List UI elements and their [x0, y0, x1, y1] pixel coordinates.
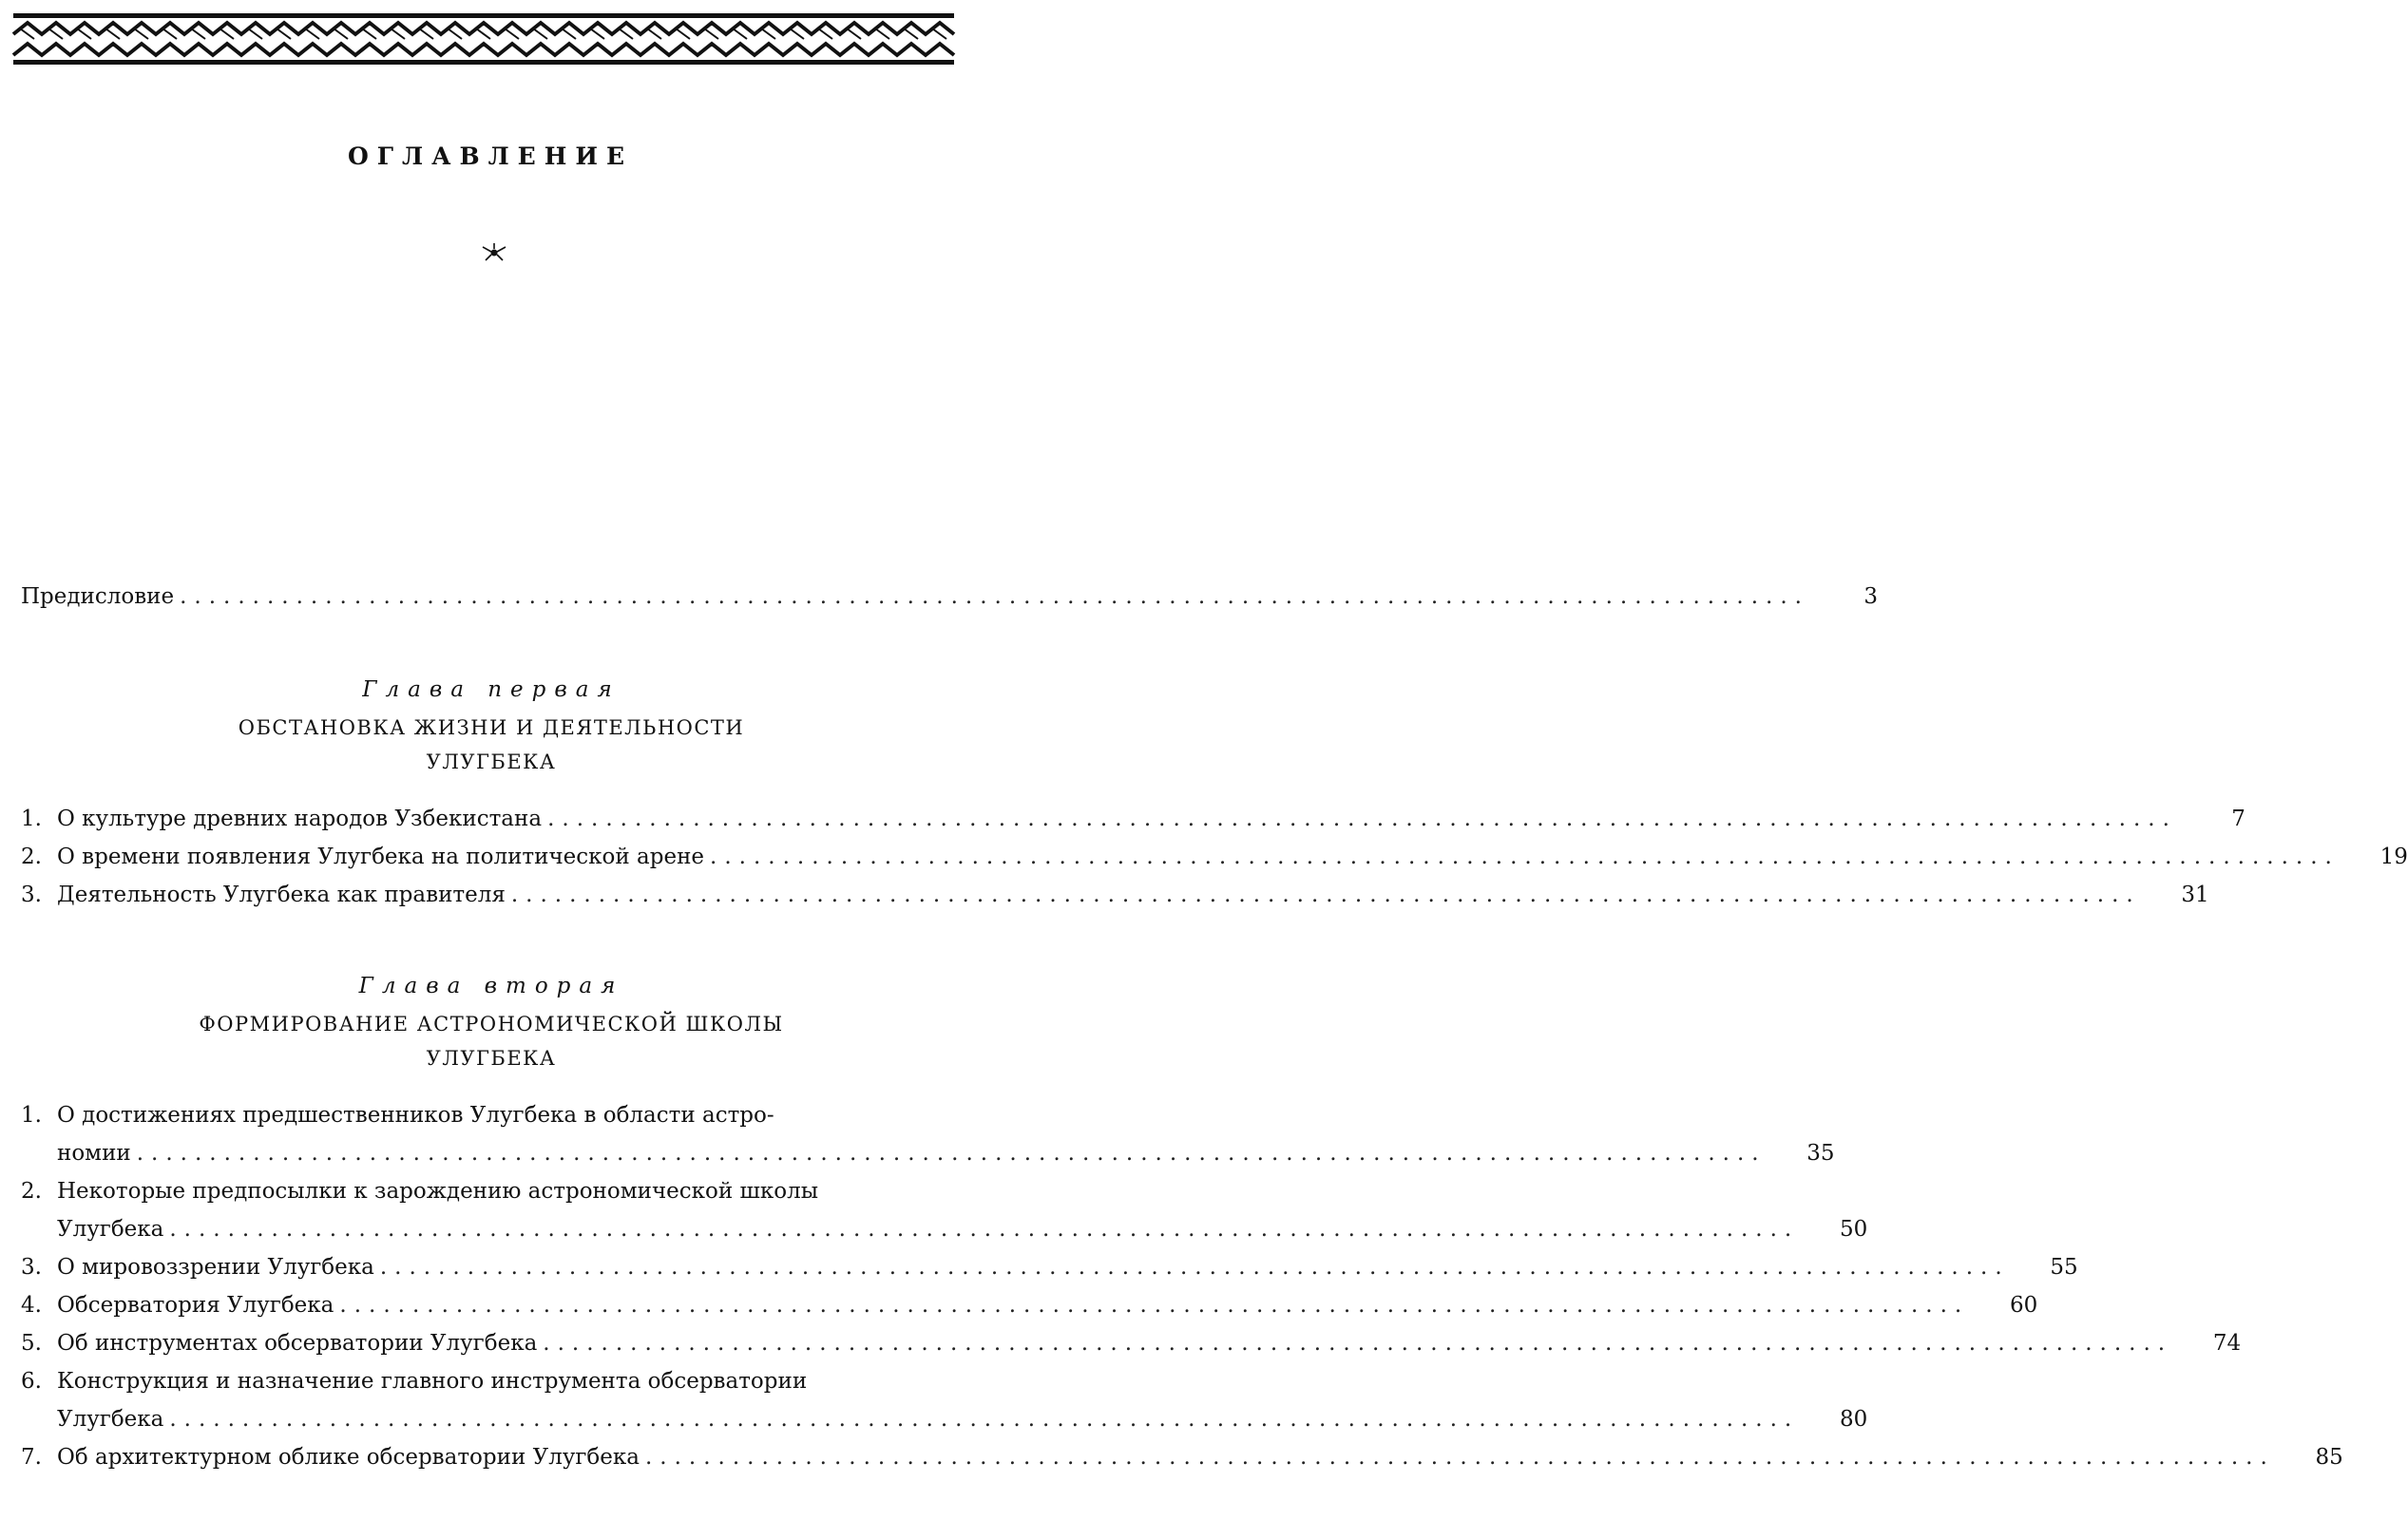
chapter-title-line: ОБСТАНОВКА ЖИЗНИ И ДЕЯТЕЛЬНОСТИ: [238, 716, 745, 739]
toc-entry[interactable]: [21, 800, 2246, 838]
leader-dots: ................................................................................................................: [543, 1331, 2173, 1356]
chapter-number: Глава первая: [362, 677, 621, 702]
chapter-heading-1: [21, 669, 962, 779]
toc-entry-label: Предисловие: [21, 584, 175, 609]
leader-dots: ................................................................................................................: [379, 1255, 2010, 1280]
toc-entry-page: 3: [1863, 584, 1878, 609]
toc-entry-page: 50: [1839, 1217, 1868, 1242]
toc-entry[interactable]: [21, 838, 2408, 876]
toc-entry-label: Обсерватория Улугбека: [57, 1293, 334, 1318]
toc-entry-number: 6.: [21, 1369, 42, 1394]
toc-entry[interactable]: [21, 876, 2209, 914]
toc-entry[interactable]: [21, 1324, 2242, 1362]
asterisk-icon: [480, 241, 508, 262]
toc-entry[interactable]: [21, 1134, 1835, 1172]
toc-entry-label: номии: [57, 1141, 131, 1166]
leader-dots: ................................................................................................................: [710, 845, 2340, 869]
chapter-number: Глава вторая: [358, 974, 624, 998]
page-title: ОГЛАВЛЕНИЕ: [347, 142, 634, 170]
toc-entry-number: 3.: [21, 883, 42, 907]
table-of-contents: [21, 578, 2408, 1476]
toc-entry[interactable]: [21, 1438, 2343, 1476]
toc-entry-label: Об инструментах обсерватории Улугбека: [57, 1331, 538, 1356]
leader-dots: ................................................................................................................: [169, 1217, 1800, 1242]
leader-dots: ................................................................................................................: [136, 1141, 1767, 1166]
toc-entry-label: Некоторые предпосылки к зарождению астрономической школы: [57, 1179, 819, 1204]
leader-dots: ................................................................................................................: [180, 584, 1809, 609]
toc-entry-label: Деятельность Улугбека как правителя: [57, 883, 506, 907]
toc-entry-page: 19: [2379, 845, 2408, 869]
toc-entry-page: 7: [2231, 807, 2246, 831]
toc-entry-page: 31: [2181, 883, 2209, 907]
toc-entry-label: О культуре древних народов Узбекистана: [57, 807, 543, 831]
toc-entry-number: 2.: [21, 845, 42, 869]
toc-entry-page: 35: [1806, 1141, 1835, 1166]
zigzag-ornament-icon: [13, 13, 954, 65]
toc-entry-label: О мировоззрении Улугбека: [57, 1255, 374, 1280]
toc-entry-number: 3.: [21, 1255, 42, 1280]
toc-entry-page: 55: [2050, 1255, 2078, 1280]
chapter-title-line: УЛУГБЕКА: [426, 1047, 557, 1070]
leader-dots: ................................................................................................................: [339, 1293, 1970, 1318]
leader-dots: ................................................................................................................: [644, 1445, 2275, 1470]
toc-entry-label: О времени появления Улугбека на политической арене: [57, 845, 705, 869]
chapter-heading-2: [21, 965, 962, 1075]
toc-entry[interactable]: [21, 1248, 2078, 1286]
toc-entry-page: 60: [2009, 1293, 2038, 1318]
toc-entry-label: Об архитектурном облике обсерватории Улугбека: [57, 1445, 640, 1470]
toc-entry-label: О достижениях предшественников Улугбека в области астро-: [57, 1103, 774, 1128]
toc-entry-page: 80: [1839, 1407, 1868, 1432]
toc-entry[interactable]: [21, 1210, 1868, 1248]
toc-entry-first-line[interactable]: [21, 1096, 962, 1134]
leader-dots: ................................................................................................................: [169, 1407, 1800, 1432]
toc-entry-label: Конструкция и назначение главного инструмента обсерватории: [57, 1369, 808, 1394]
toc-entry-label: Улугбека: [57, 1217, 164, 1242]
toc-entry-page: 74: [2212, 1331, 2242, 1356]
toc-entry-first-line[interactable]: [21, 1362, 962, 1400]
toc-entry[interactable]: [21, 1286, 2038, 1324]
toc-entry-number: 7.: [21, 1445, 42, 1470]
toc-entry[interactable]: [21, 1400, 1868, 1438]
chapter-title-line: ФОРМИРОВАНИЕ АСТРОНОМИЧЕСКОЙ ШКОЛЫ: [199, 1013, 784, 1036]
toc-entry-first-line[interactable]: [21, 1172, 962, 1210]
leader-dots: ................................................................................................................: [510, 883, 2141, 907]
toc-entry-number: 4.: [21, 1293, 42, 1318]
toc-entry-preface[interactable]: [21, 578, 1878, 616]
toc-entry-number: 1.: [21, 1103, 42, 1128]
toc-entry-number: 5.: [21, 1331, 42, 1356]
toc-entry-number: 1.: [21, 807, 42, 831]
chapter-title-line: УЛУГБЕКА: [426, 750, 557, 773]
leader-dots: ................................................................................................................: [547, 807, 2177, 831]
toc-entry-label: Улугбека: [57, 1407, 164, 1432]
toc-entry-page: 85: [2315, 1445, 2343, 1470]
toc-entry-number: 2.: [21, 1179, 42, 1204]
